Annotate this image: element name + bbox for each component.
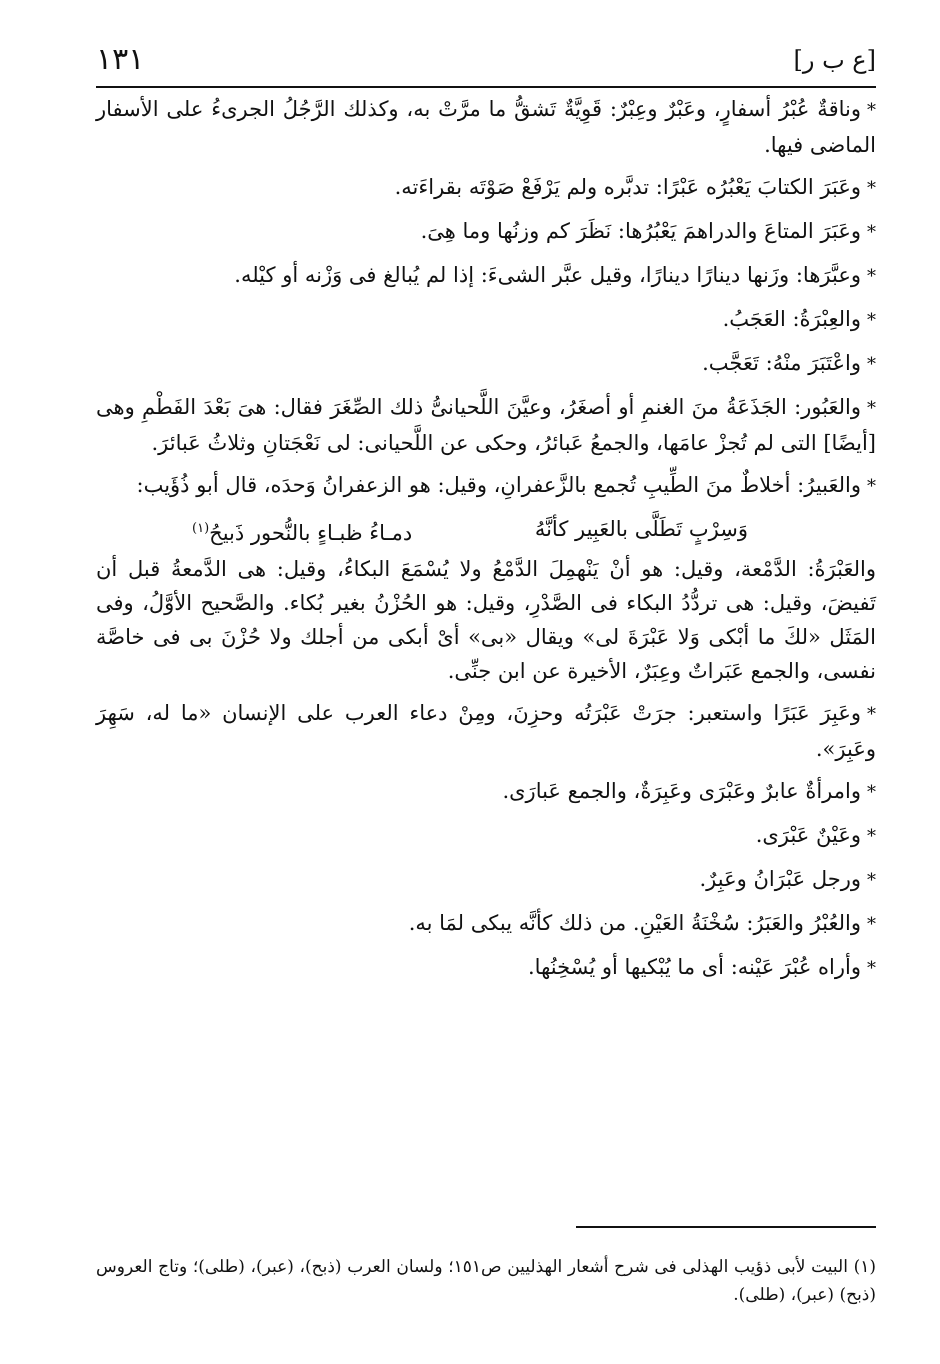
entry-text: والعَبيرُ: أخلاطٌ منَ الطِّيبِ تُجمع بالزَّعفرانِ، وقيل: هو الزعفرانُ وَحدَه، قال أبو ذُؤَيب: [136, 473, 861, 497]
entry-paragraph [96, 950, 876, 986]
star-marker: * [867, 310, 876, 331]
star-marker: * [867, 222, 876, 243]
entry-text: وعَبِرَ عَبَرًا واستعبر: جرَتْ عَبْرَتُه وحزِنَ، ومِنْ دعاء العرب على الإنسان «ما له، سَهِرَ وعَبِرَ». [96, 701, 876, 761]
star-marker: * [867, 354, 876, 375]
footnote-divider [576, 1226, 876, 1228]
entry-paragraph [96, 170, 876, 206]
star-marker: * [867, 398, 876, 419]
entry-paragraph [96, 696, 876, 766]
entry-paragraph [96, 214, 876, 250]
star-marker: * [867, 826, 876, 847]
entry-paragraph [96, 346, 876, 382]
entry-text: والعَبْرَةُ: الدَّمْعة، وقيل: هو أنْ يَنْهمِلَ الدَّمْعُ ولا يُسْمَعَ البكاءُ، وقيل: هى الدَّمعةُ قبل أن تَفيضَ، وقيل: هى تردُّدُ البكاء فى الصَّدْرِ، وقيل: هو الحُزْنُ بغير بُكاء. والصَّحيح الأوَّلُ، وفى المَثَل «لكَ ما أبْكى وَلا عَبْرَةَ لى» ويقال «بى» أىْ أبكى من أجلك ولا حُزْنَ بى فى خاصَّة نفسى، والجمع عَبَراتٌ وعِبَرٌ، الأخيرة عن ابن جنِّى. [96, 557, 876, 683]
entry-text: وعَيْنٌ عَبْرَى. [755, 823, 861, 847]
entry-paragraph [96, 302, 876, 338]
entry-paragraph [96, 906, 876, 942]
star-marker: * [867, 100, 876, 121]
entry-text: وعَبَرَ المتاعَ والدراهمَ يَعْبُرُها: نَظَرَ كم وزنُها وما هِىَ. [420, 219, 861, 243]
entry-paragraph [96, 468, 876, 504]
entry-text: ورجل عَبْرَانُ وعَبِرٌ. [699, 867, 861, 891]
verse-second-hemistich-text: دمـاءُ ظبـاءٍ بالنُّحور ذَبيحُ [209, 521, 413, 545]
entry-paragraph [96, 774, 876, 810]
entry-text: وعبَّرَها: وزَنها دينارًا دينارًا، وقيل عبَّر الشىءَ: إذا لم يُبالغ فى وَزْنه أو كيْله. [234, 263, 861, 287]
footnote: (١) البيت لأبى ذؤيب الهذلى فى شرح أشعار الهذليين ص١٥١؛ ولسان العرب (ذبح)، (عبر)، (طلى)؛ وتاج العروس (ذبح) (عبر)، (طلى). [96, 1257, 876, 1305]
entry-text: والعَبُور: الجَذَعَةُ منَ الغنمِ أو أصغَرُ، وعيَّنَ اللَّحيانىُّ ذلك الصِّغَرَ فقال: هىَ بَعْدَ الفَطْمِ وهى [أيضًا] التى لم تُجزْ عامَها، والجمعُ عَبائرُ، وحكى عن اللَّحيانى: لى نَعْجَتانِ وثلاثُ عَبائرَ. [96, 395, 876, 455]
entry-text: وناقةٌ عُبْرُ أسفارٍ، وعَبْرٌ وعِبْرٌ: قَوِيَّةٌ تَشقُّ ما مرَّتْ به، وكذلك الرَّجُلُ الجرىءُ على الأسفار الماضى فيها. [96, 97, 876, 157]
star-marker: * [867, 266, 876, 287]
entry-text: والعُبْرُ والعَبَرُ: سُخْنَةُ العَيْنِ. من ذلك كأنَّه يبكى لمَا به. [408, 911, 861, 935]
star-marker: * [867, 476, 876, 497]
entry-text: وعَبَرَ الكتابَ يَعْبُرُه عَبْرًا: تدبَّره ولم يَرْفَعْ صَوْتَه بقراءَته. [394, 175, 861, 199]
star-marker: * [867, 704, 876, 725]
star-marker: * [867, 914, 876, 935]
entry-paragraph [96, 818, 876, 854]
star-marker: * [867, 782, 876, 803]
star-marker: * [867, 178, 876, 199]
root-letters-heading: [ع ب ر] [793, 46, 876, 74]
page-header [96, 40, 876, 88]
entry-paragraph [96, 92, 876, 162]
entry-text: واعْتَبَرَ منْهُ: تَعَجَّب. [702, 351, 861, 375]
verse-first-hemistich: وَسِرْبٍ تَطَلَّى بالعَبِير كأنَّهُ [534, 517, 748, 541]
verse-second-hemistich [192, 512, 412, 550]
footnote-marker: (١) [192, 521, 210, 536]
entry-text: وأراه عُبْرَ عَيْنه: أى ما يُبْكيها أو يُسْخِنُها. [528, 955, 861, 979]
star-marker: * [867, 958, 876, 979]
entry-paragraph [96, 862, 876, 898]
poetry-verse [96, 512, 876, 546]
star-marker: * [867, 870, 876, 891]
entry-text: وامرأةٌ عابرٌ وعَبْرَى وعَبِرَةٌ، والجمع عَبارَى. [502, 779, 861, 803]
page-number: ١٣١ [96, 42, 145, 77]
entry-paragraph [96, 258, 876, 294]
entry-text: والعِبْرَةُ: العَجَبُ. [722, 307, 861, 331]
entry-paragraph [96, 552, 876, 688]
main-text [96, 92, 876, 994]
entry-paragraph [96, 390, 876, 460]
